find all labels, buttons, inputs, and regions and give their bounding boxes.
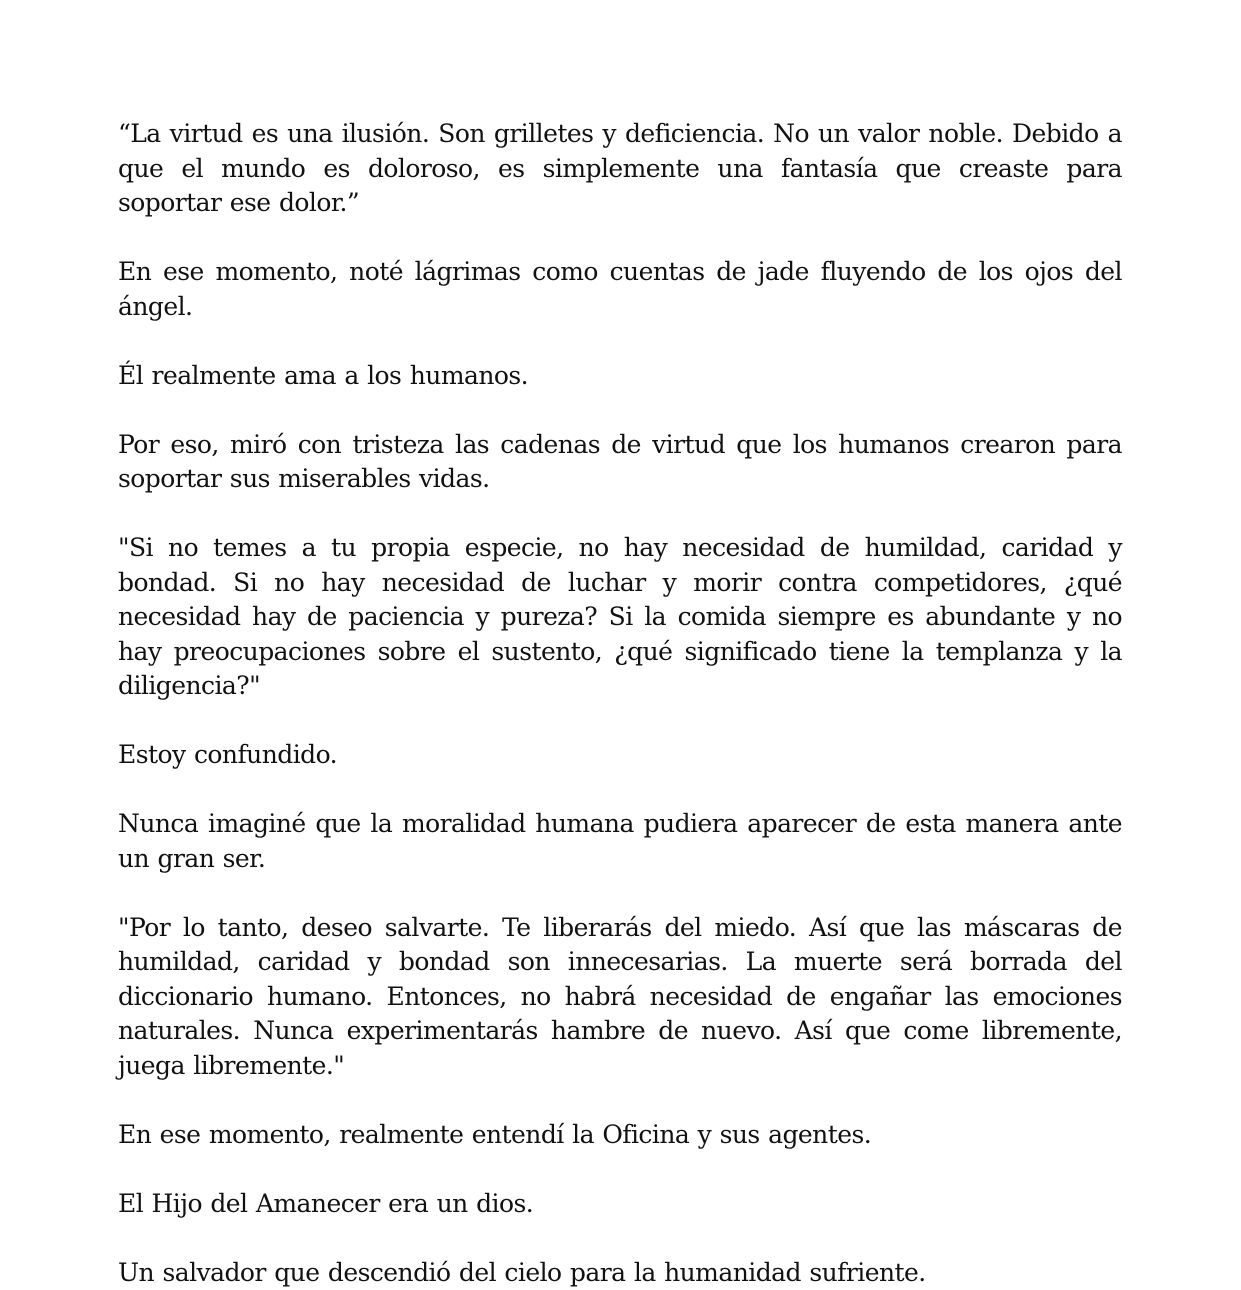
paragraph-11: Un salvador que descendió del cielo para la humanidad sufriente. (118, 1256, 1122, 1290)
paragraph-9: En ese momento, realmente entendí la Oficina y sus agentes. (118, 1118, 1122, 1153)
paragraph-4: Por eso, miró con tristeza las cadenas de virtud que los humanos crearon para soportar sus miserables vidas. (118, 428, 1122, 497)
paragraph-5: "Si no temes a tu propia especie, no hay necesidad de humildad, caridad y bondad. Si no hay necesidad de luchar y morir contra competidores, ¿qué necesidad hay de paciencia y pureza? Si la comida siempre es abundante y no hay preocupaciones sobre el sustento, ¿qué significado tiene la templanza y la diligencia?" (118, 531, 1122, 704)
paragraph-6: Estoy confundido. (118, 738, 1122, 773)
paragraph-10: El Hijo del Amanecer era un dios. (118, 1187, 1122, 1222)
paragraph-2: En ese momento, noté lágrimas como cuentas de jade fluyendo de los ojos del ángel. (118, 255, 1122, 324)
paragraph-7: Nunca imaginé que la moralidad humana pudiera aparecer de esta manera ante un gran ser. (118, 807, 1122, 876)
paragraph-3: Él realmente ama a los humanos. (118, 359, 1122, 394)
paragraph-8: "Por lo tanto, deseo salvarte. Te liberarás del miedo. Así que las máscaras de humildad, caridad y bondad son innecesarias. La muerte será borrada del diccionario humano. Entonces, no habrá necesidad de engañar las emociones naturales. Nunca experimentarás hambre de nuevo. Así que come libremente, juega libremente." (118, 911, 1122, 1084)
paragraph-1: “La virtud es una ilusión. Son grilletes y deficiencia. No un valor noble. Debido a que el mundo es doloroso, es simplemente una fantasía que creaste para soportar ese dolor.” (118, 117, 1122, 221)
document-body (118, 117, 1122, 1290)
